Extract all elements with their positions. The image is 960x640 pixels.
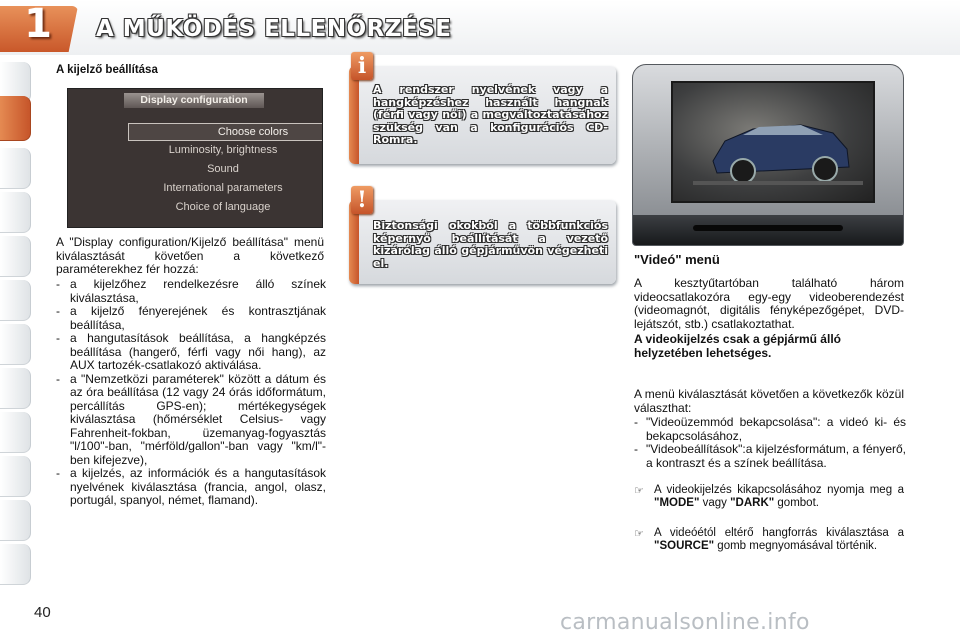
dark-key-label: "DARK" bbox=[730, 497, 775, 509]
info-note-text: A rendszer nyelvének vagy a hangképzéshez használt hangnak (férfi vagy női) a megváltoztatásához szükség van a konfigurációs CD-Romra. bbox=[373, 83, 608, 146]
pointing-hand-icon: ☞ bbox=[634, 527, 644, 540]
chapter-tab[interactable] bbox=[0, 456, 31, 497]
screen-title: Display configuration bbox=[124, 93, 264, 108]
screen-menu-item-sound: Sound bbox=[207, 163, 239, 175]
video-menu-heading: "Videó" menü bbox=[634, 252, 720, 267]
display-options-list bbox=[56, 278, 326, 508]
chapter-tab[interactable] bbox=[0, 192, 31, 233]
list-item: - a "Nemzetközi paraméterek" között a dátum és az óra beállítása (12 vagy 24 órás időformátum, percállítás GPS-en); mértékegységek kiválasztása (hőmérséklet Celsius- vagy Fahrenheit-fokban, üzemanyag-fogyasztás "l/100"-ban, "mérföld/gallon"-ban vagy "km/l"-ben kifejezve), bbox=[56, 371, 326, 467]
chapter-tab[interactable] bbox=[0, 324, 31, 365]
screen-menu-item-international: International parameters bbox=[163, 182, 283, 194]
video-warning-text: A videokijelzés csak a gépjármű álló helyzetében lehetséges. bbox=[634, 332, 841, 360]
chapter-tab[interactable] bbox=[0, 368, 31, 409]
chapter-tab-active[interactable] bbox=[0, 96, 31, 141]
chapter-tab[interactable] bbox=[0, 500, 31, 541]
car-image-icon bbox=[673, 83, 873, 201]
mode-key-label: "MODE" bbox=[654, 497, 700, 509]
chapter-tabs bbox=[0, 62, 34, 582]
chapter-tab[interactable] bbox=[0, 236, 31, 277]
list-item: - "Videoüzemmód bekapcsolása": a videó ki- és bekapcsolásához, bbox=[634, 415, 906, 443]
screen-menu-item-colors: Choose colors bbox=[128, 123, 323, 141]
video-options-list bbox=[634, 416, 906, 470]
list-item: - "Videobeállítások":a kijelzésformátum, a fényerő, a kontraszt és a színek beállítása. bbox=[634, 442, 906, 470]
screen-menu-item-language: Choice of language bbox=[175, 201, 271, 213]
chapter-tab[interactable] bbox=[0, 544, 31, 585]
screen-menu-item-luminosity: Luminosity, brightness bbox=[168, 144, 278, 156]
display-intro-text: A "Display configuration/Kijelző beállítása" menü kiválasztását követően a következő paraméterekhez fér hozzá: bbox=[56, 235, 324, 276]
video-menu-intro-text: A menü kiválasztását követően a következők közül választhat: bbox=[634, 387, 904, 415]
chapter-tab[interactable] bbox=[0, 280, 31, 321]
warning-note-text: Biztonsági okokból a többfunkciós képernyő beállítását a vezető kizárólag álló gépjárművön végezheti el. bbox=[373, 219, 608, 270]
mode-dark-note: ☞ A videokijelzés kikapcsolásához nyomja meg a "MODE" vagy "DARK" gombot. bbox=[634, 484, 904, 509]
chapter-title: A MŰKÖDÉS ELLENŐRZÉSE bbox=[96, 16, 452, 42]
source-note: ☞ A videóétól eltérő hangforrás kiválasztása a "SOURCE" gomb megnyomásával történik. bbox=[634, 527, 904, 552]
list-item: - a kijelzőhez rendelkezésre álló színek kiválasztása, bbox=[56, 277, 326, 305]
info-icon: i bbox=[351, 52, 373, 80]
list-item: - a kijelző fényerejének és kontrasztjának beállítása, bbox=[56, 304, 326, 332]
info-note-box bbox=[349, 53, 616, 164]
multifunction-display-photo bbox=[632, 64, 904, 246]
page-header bbox=[0, 0, 960, 55]
warning-note-box bbox=[349, 187, 616, 284]
list-item: - a hangutasítások beállítása, a hangképzés beállítása (hangerő, férfi vagy női hang), az AUX tartozék-csatlakozó aktiválása. bbox=[56, 331, 326, 372]
chapter-tab[interactable] bbox=[0, 148, 31, 189]
warning-icon: ! bbox=[351, 186, 373, 214]
pointing-hand-icon: ☞ bbox=[634, 484, 644, 497]
source-key-label: "SOURCE" bbox=[654, 540, 715, 552]
watermark: carmanualsonline.info bbox=[560, 610, 810, 635]
display-configuration-screen bbox=[67, 88, 323, 228]
video-intro-text: A kesztyűtartóban található három videocsatlakozóra egy-egy videoberendezést (videomagnót, digitális fényképezőgépet, DVD-lejátszót, stb.) csatlakoztathat. bbox=[634, 276, 904, 331]
list-item: - a kijelzés, az információk és a hangutasítások nyelvének kiválasztása (francia, angol, olasz, portugál, spanyol, német, flamand). bbox=[56, 466, 326, 507]
display-settings-heading: A kijelző beállítása bbox=[56, 64, 158, 76]
chapter-number: 1 bbox=[24, 1, 52, 47]
page-number: 40 bbox=[34, 604, 51, 621]
video-screen bbox=[671, 81, 875, 203]
chapter-tab[interactable] bbox=[0, 412, 31, 453]
display-bezel bbox=[633, 215, 903, 245]
